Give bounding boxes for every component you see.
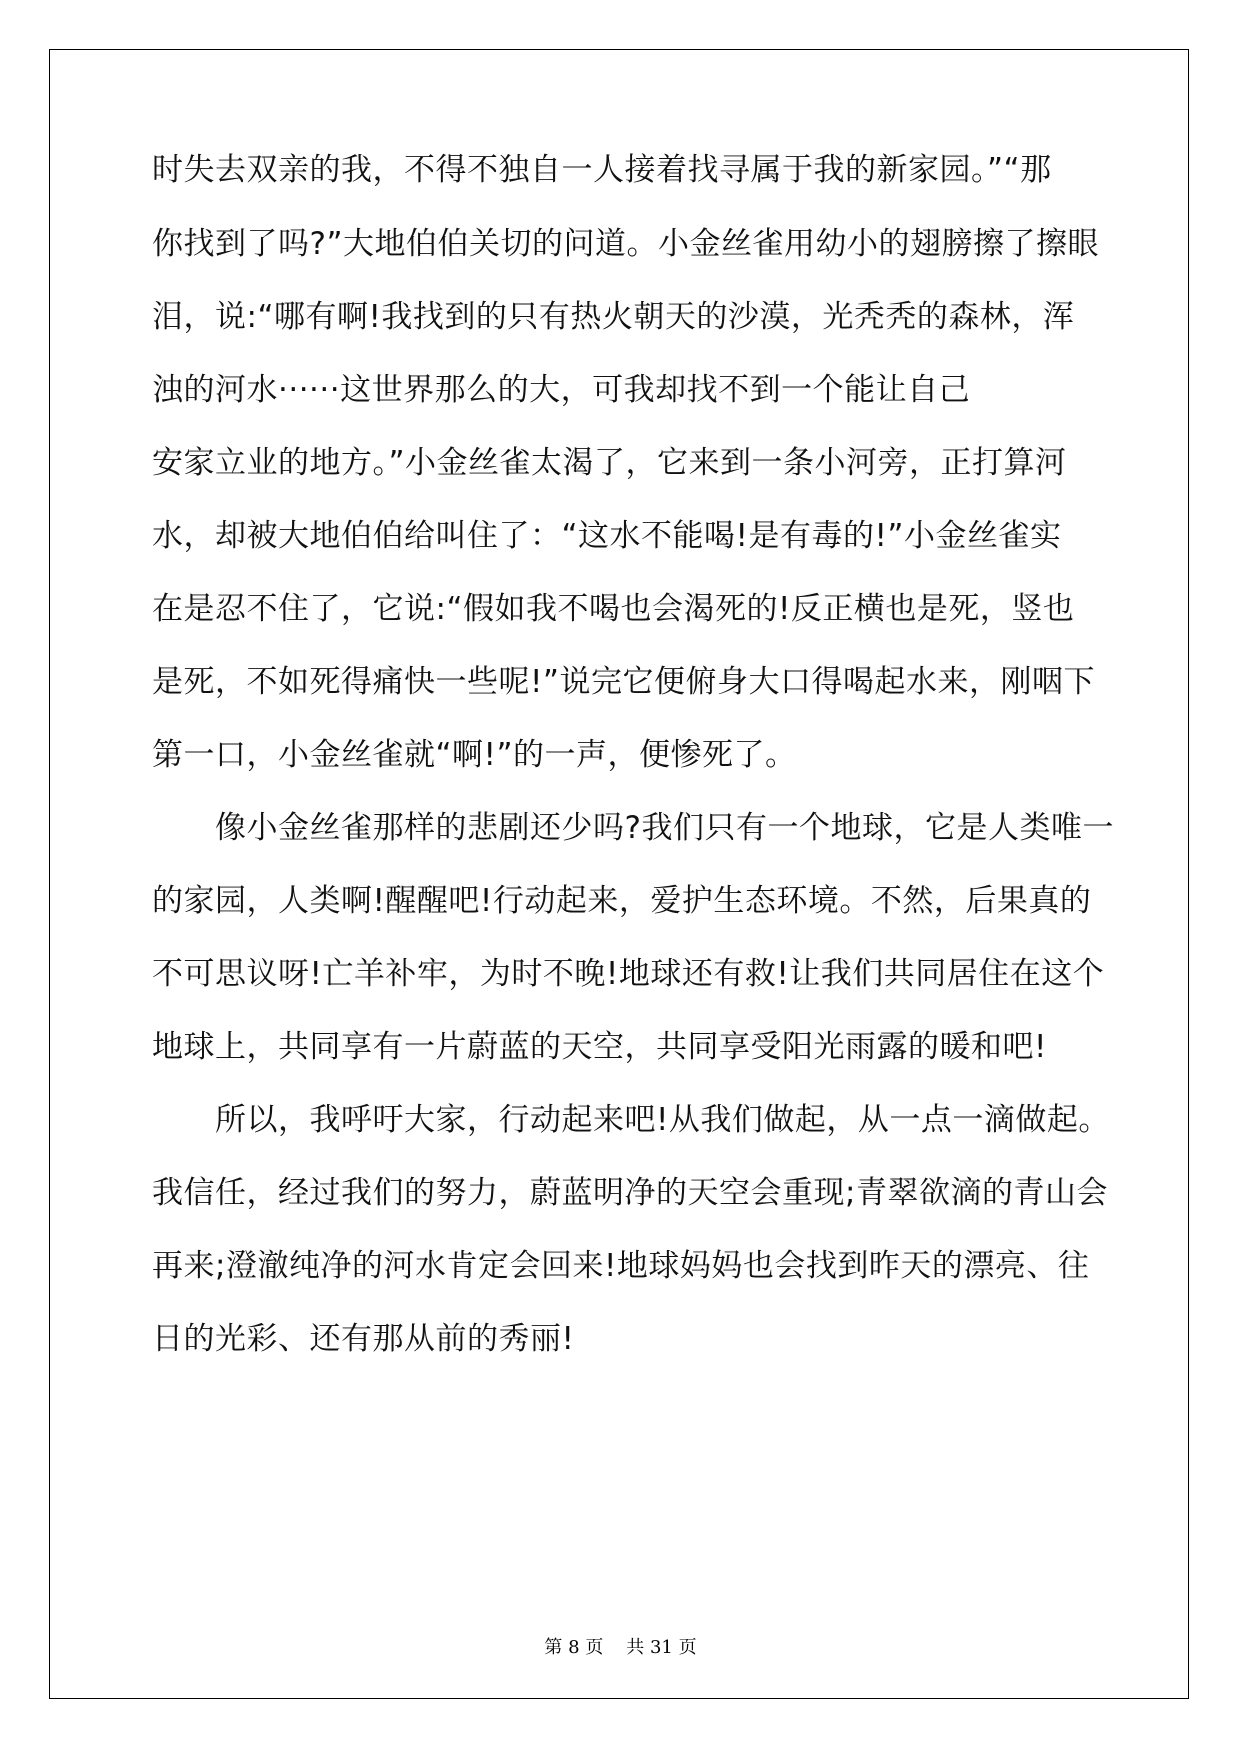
text-line: 水，却被大地伯伯给叫住了：“这水不能喝!是有毒的!”小金丝雀实	[152, 518, 1062, 554]
page-frame	[49, 49, 1189, 1699]
text-line: 我信任，经过我们的努力，蔚蓝明净的天空会重现;青翠欲滴的青山会	[152, 1175, 1108, 1211]
paragraph-first-line: 像小金丝雀那样的悲剧还少吗?我们只有一个地球，它是人类唯一	[215, 810, 1114, 846]
text-line: 是死，不如死得痛快一些呢!”说完它便俯身大口得喝起水来，刚咽下	[152, 664, 1095, 700]
text-line: 的家园，人类啊!醒醒吧!行动起来，爱护生态环境。不然，后果真的	[152, 883, 1092, 919]
text-line: 浊的河水······这世界那么的大，可我却找不到一个能让自己	[152, 372, 971, 408]
text-line: 再来;澄澈纯净的河水肯定会回来!地球妈妈也会找到昨天的漂亮、往	[152, 1248, 1090, 1284]
text-line: 地球上，共同享有一片蔚蓝的天空，共同享受阳光雨露的暖和吧!	[152, 1029, 1047, 1065]
text-line: 时失去双亲的我，不得不独自一人接着找寻属于我的新家园。”“那	[152, 152, 1052, 188]
paragraph-first-line: 所以，我呼吁大家，行动起来吧!从我们做起，从一点一滴做起。	[215, 1102, 1110, 1138]
text-line: 泪，说:“哪有啊!我找到的只有热火朝天的沙漠，光秃秃的森林，浑	[152, 299, 1075, 335]
text-line: 在是忍不住了，它说:“假如我不喝也会渴死的!反正横也是死，竖也	[152, 591, 1075, 627]
text-line: 不可思议呀!亡羊补牢，为时不晚!地球还有救!让我们共同居住在这个	[152, 956, 1105, 992]
text-line: 你找到了吗?”大地伯伯关切的问道。小金丝雀用幼小的翅膀擦了擦眼	[152, 226, 1100, 262]
page-total: 共 31 页	[626, 1637, 697, 1658]
page-footer	[0, 1633, 1241, 1659]
page-number: 第 8 页	[544, 1637, 604, 1658]
text-line: 第一口，小金丝雀就“啊!”的一声，便惨死了。	[152, 737, 797, 773]
text-line: 日的光彩、还有那从前的秀丽!	[152, 1321, 575, 1357]
text-line: 安家立业的地方。”小金丝雀太渴了，它来到一条小河旁，正打算河	[152, 445, 1067, 481]
